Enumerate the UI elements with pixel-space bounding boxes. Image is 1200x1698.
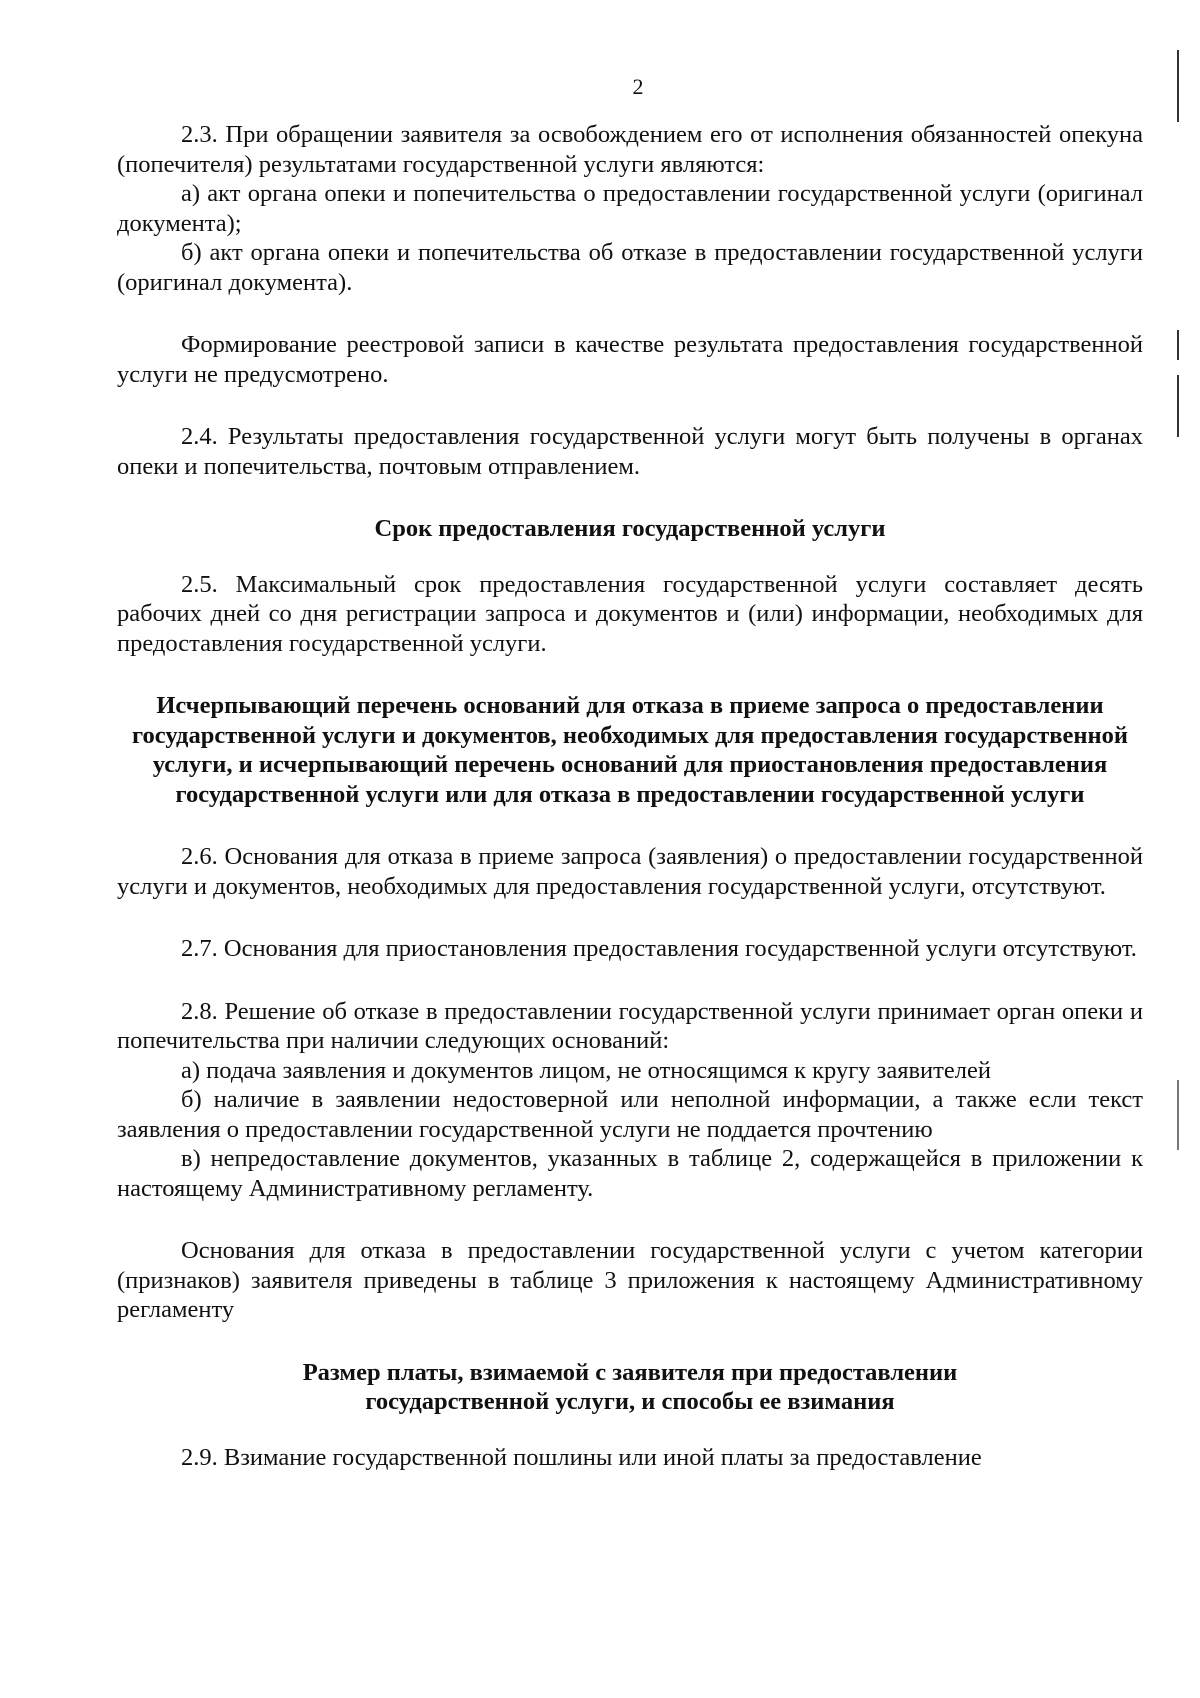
scan-mark bbox=[1177, 1080, 1179, 1150]
paragraph-registry: Формирование реестровой записи в качестве результата предоставления государственной услуги не предусмотрено. bbox=[117, 331, 1143, 388]
paragraph-2-8: 2.8. Решение об отказе в предоставлении государственной услуги принимает орган опеки и попечительства при наличии следующих оснований: bbox=[117, 997, 1143, 1054]
list-item-b: б) акт органа опеки и попечительства об отказе в предоставлении государственной услуги (оригинал документа). bbox=[117, 239, 1143, 296]
paragraph-2-9: 2.9. Взимание государственной пошлины или иной платы за предоставление bbox=[181, 1443, 982, 1471]
paragraph-2-6: 2.6. Основания для отказа в приеме запроса (заявления) о предоставлении государственной услуги и документов, необходимых для предоставления государственной услуги, отсутствуют. bbox=[117, 843, 1143, 900]
paragraph-2-7: 2.7. Основания для приостановления предоставления государственной услуги отсутствуют. bbox=[181, 935, 1137, 962]
scan-mark bbox=[1177, 375, 1179, 437]
list-item-a: а) акт органа опеки и попечительства о предоставлении государственной услуги (оригинал документа); bbox=[117, 180, 1143, 237]
page-number: 2 bbox=[632, 74, 644, 99]
list-item-2-8-v: в) непредоставление документов, указанных в таблице 2, содержащейся в приложении к настоящему Административному регламенту. bbox=[117, 1145, 1143, 1202]
paragraph-refusal-table: Основания для отказа в предоставлении государственной услуги с учетом категории (признаков) заявителя приведены в таблице 3 приложения к настоящему Административному регламенту bbox=[117, 1237, 1143, 1323]
section-heading-term: Срок предоставления государственной услуги bbox=[374, 515, 886, 542]
paragraph-2-3: 2.3. При обращении заявителя за освобождением его от исполнения обязанностей опекуна (попечителя) результатами государственной услуги являются: bbox=[117, 121, 1143, 178]
paragraph-2-4: 2.4. Результаты предоставления государственной услуги могут быть получены в органах опеки и попечительства, почтовым отправлением. bbox=[117, 423, 1143, 480]
section-heading-refusal-grounds: Исчерпывающий перечень оснований для отказа в приеме запроса о предоставлении государственной услуги и документов, необходимых для предоставления государственной услуги, и исчерпывающий перечень оснований для приостановления предоставления государственной услуги или для отказа в предоставлении государственной услуги bbox=[132, 692, 1128, 808]
list-item-2-8-a: а) подача заявления и документов лицом, не относящимся к кругу заявителей bbox=[181, 1056, 991, 1084]
scan-mark bbox=[1177, 50, 1179, 122]
section-heading-fee: Размер платы, взимаемой с заявителя при предоставлении государственной услуги, и способы ее взимания bbox=[302, 1358, 958, 1415]
list-item-2-8-b: б) наличие в заявлении недостоверной или неполной информации, а также если текст заявления о предоставлении государственной услуги не поддается прочтению bbox=[117, 1086, 1143, 1143]
scan-mark bbox=[1177, 330, 1179, 360]
document-body bbox=[117, 120, 1143, 1472]
paragraph-2-5: 2.5. Максимальный срок предоставления государственной услуги составляет десять рабочих дней со дня регистрации запроса и документов и (или) информации, необходимых для предоставления государственной услуги. bbox=[117, 570, 1143, 657]
